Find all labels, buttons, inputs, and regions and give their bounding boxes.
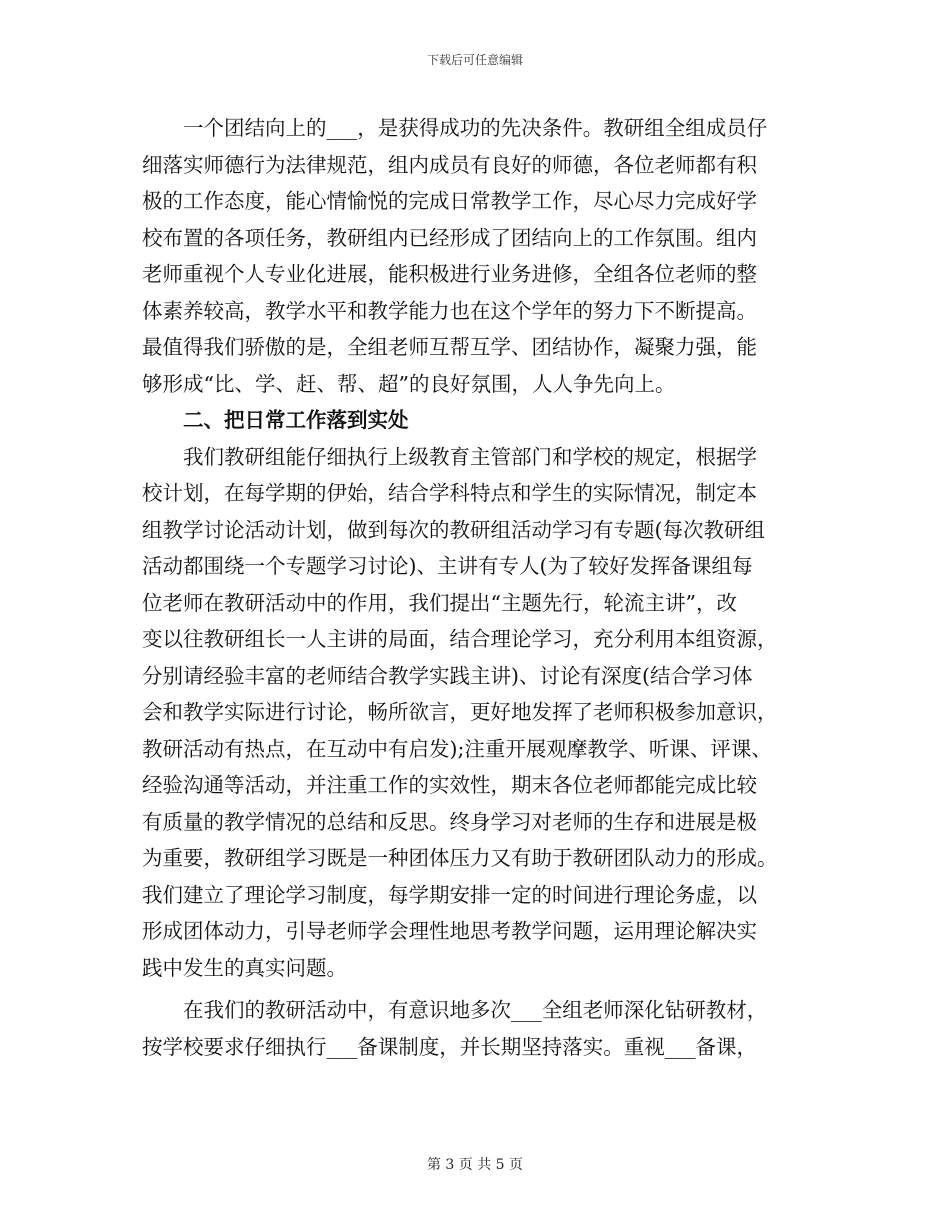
text-line: 够形成“比、学、赶、帮、超”的良好氛围，人人争先向上。 — [142, 371, 676, 396]
document-body — [142, 110, 806, 1065]
text-line: 一个团结向上的___，是获得成功的先决条件。教研组全组成员仔 — [183, 116, 768, 140]
text-line: 为重要，教研组学习既是一种团体压力又有助于教研团队动力的形成。 — [142, 846, 778, 870]
paragraph-teaching-activities — [142, 992, 806, 1065]
text-line: 位老师在教研活动中的作用，我们提出“主题先行，轮流主讲”，改 — [142, 590, 737, 615]
text-line: 教研活动有热点，在互动中有启发);注重开展观摩教学、听课、评课、 — [142, 736, 772, 761]
text-line: 最值得我们骄傲的是，全组老师互帮互学、团结协作，凝聚力强，能 — [142, 335, 757, 359]
paragraph-team-spirit — [142, 110, 806, 402]
text-line: 有质量的教学情况的总结和反思。终身学习对老师的生存和进展是极 — [142, 809, 757, 834]
text-line: 校布置的各项任务，教研组内已经形成了团结向上的工作氛围。组内 — [142, 225, 757, 250]
text-line: 体素养较高，教学水平和教学能力也在这个学年的努力下不断提高。 — [142, 298, 757, 323]
text-line: 按学校要求仔细执行___备课制度，并长期坚持落实。重视___备课， — [142, 1034, 757, 1059]
page-header: 下载后可任意编辑 — [426, 53, 523, 67]
text-line: 活动都围绕一个专题学习讨论)、主讲有专人(为了较好发挥备课组每 — [142, 554, 753, 578]
text-line: 极的工作态度，能心情愉悦的完成日常教学工作，尽心尽力完成好学 — [142, 189, 757, 213]
section-heading: 二、把日常工作落到实处 — [183, 408, 409, 432]
text-line: 我们教研组能仔细执行上级教育主管部门和学校的规定，根据学 — [183, 444, 757, 469]
text-line: 校计划，在每学期的伊始，结合学科特点和学生的实际情况，制定本 — [142, 481, 757, 505]
text-line: 细落实师德行为法律规范，组内成员有良好的师德，各位老师都有积 — [142, 152, 757, 177]
text-line: 践中发生的真实问题。 — [142, 955, 347, 980]
paragraph-daily-work — [142, 439, 806, 987]
text-line: 会和教学实际进行讨论，畅所欲言，更好地发挥了老师积极参加意识， — [142, 700, 778, 724]
page-footer: 第 3 页 共 5 页 — [426, 1157, 524, 1173]
text-line: 变以往教研组长一人主讲的局面，结合理论学习，充分利用本组资源， — [142, 627, 778, 651]
text-line: 老师重视个人专业化进展，能积极进行业务进修，全组各位老师的整 — [142, 262, 757, 286]
text-line: 分别请经验丰富的老师结合教学实践主讲)、讨论有深度(结合学习体 — [142, 663, 753, 688]
text-line: 经验沟通等活动，并注重工作的实效性，期末各位老师都能完成比较 — [142, 773, 757, 797]
text-line: 在我们的教研活动中，有意识地多次___全组老师深化钻研教材， — [183, 998, 768, 1022]
text-line: 我们建立了理论学习制度，每学期安排一定的时间进行理论务虚，以 — [142, 882, 757, 907]
text-line: 形成团体动力，引导老师学会理性地思考教学问题，运用理论解决实 — [142, 919, 757, 943]
text-line: 组教学讨论活动计划，做到每次的教研组活动学习有专题(每次教研组 — [142, 517, 765, 542]
